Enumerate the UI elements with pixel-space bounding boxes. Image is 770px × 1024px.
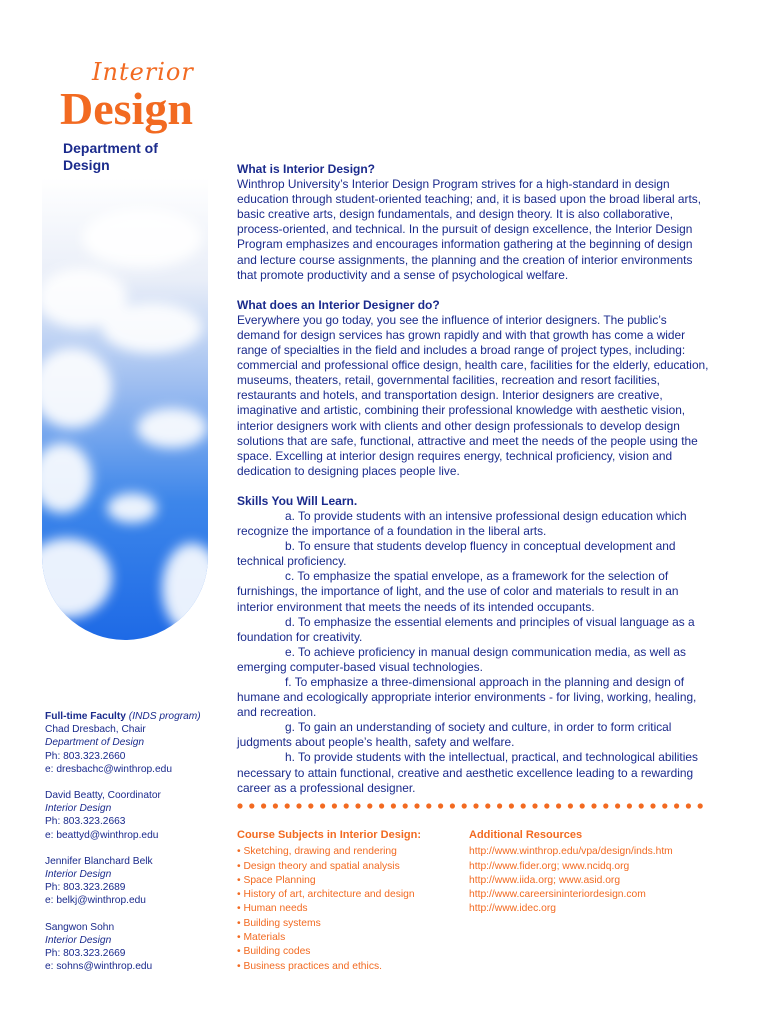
divider-dot bbox=[686, 803, 691, 808]
resource-link[interactable]: http://www.winthrop.edu/vpa/design/inds.htm bbox=[469, 846, 673, 858]
skill-item: a. To provide students with an intensive professional design education which recognize the importance of a foundation in the liberal arts. bbox=[237, 508, 687, 539]
divider-dot bbox=[391, 803, 396, 808]
resource-link[interactable]: http://www.fider.org; www.ncidq.org bbox=[469, 860, 630, 872]
divider-dot bbox=[296, 803, 301, 808]
skill-item: h. To provide students with the intellectual, practical, and technological abilities necessary to attain functional, creative and aesthetic excellence leading to a rewarding career as a professional designer. bbox=[237, 750, 698, 795]
divider-dot bbox=[532, 803, 537, 808]
divider-dot bbox=[403, 803, 408, 808]
section-heading: What is Interior Design? bbox=[237, 162, 376, 176]
skill-item: e. To achieve proficiency in manual design communication media, as well as emerging computer-based visual technologies. bbox=[237, 644, 686, 674]
faculty-heading-note: (INDS program) bbox=[128, 711, 201, 722]
courses-heading: Course Subjects in Interior Design: bbox=[237, 829, 421, 841]
divider-dot bbox=[237, 803, 242, 808]
divider-dot bbox=[414, 803, 419, 808]
divider-dot bbox=[639, 803, 644, 808]
divider-dot bbox=[261, 803, 266, 808]
skill-item: g. To gain an understanding of society and culture, in order to form critical judgments about people’s health, safety and welfare. bbox=[237, 720, 672, 750]
faculty-email[interactable]: e: beattyd@winthrop.edu bbox=[45, 829, 159, 841]
divider-dot bbox=[580, 803, 585, 808]
divider-dot bbox=[556, 803, 561, 808]
divider-dot bbox=[379, 803, 384, 808]
divider-dot bbox=[273, 803, 278, 808]
faculty-name: Chad Dresbach, Chair bbox=[45, 724, 146, 736]
faculty-name: Sangwon Sohn bbox=[45, 921, 115, 933]
divider-dot bbox=[674, 803, 679, 808]
logo-script-text: Interior bbox=[92, 58, 194, 86]
divider-dot bbox=[603, 803, 608, 808]
divider-dot bbox=[249, 803, 254, 808]
divider-dot bbox=[320, 803, 325, 808]
faculty-phone: Ph: 803.323.2660 bbox=[45, 750, 126, 762]
course-item: • Space Planning bbox=[237, 874, 316, 886]
faculty-member bbox=[45, 855, 225, 908]
course-item: • Business practices and ethics. bbox=[237, 960, 382, 972]
faculty-title: Interior Design bbox=[45, 934, 112, 946]
section-skills bbox=[237, 494, 709, 796]
faculty-member bbox=[45, 789, 225, 842]
sky-illustration bbox=[42, 178, 208, 640]
faculty-heading-block bbox=[45, 710, 225, 776]
faculty-member bbox=[45, 921, 225, 974]
resource-link[interactable]: http://www.iida.org; www.asid.org bbox=[469, 874, 621, 886]
faculty-list bbox=[45, 710, 225, 986]
skill-item: c. To emphasize the spatial envelope, as a framework for the selection of furnishings, the importance of light, and the use of color and materials to result in an interior environment that meets the needs of its intended occupants. bbox=[237, 569, 679, 614]
divider-dot bbox=[509, 803, 514, 808]
divider-dot bbox=[615, 803, 620, 808]
faculty-phone: Ph: 803.323.2689 bbox=[45, 882, 126, 894]
divider-dot bbox=[485, 803, 490, 808]
faculty-phone: Ph: 803.323.2663 bbox=[45, 816, 126, 828]
divider-dot bbox=[473, 803, 478, 808]
divider-dot bbox=[497, 803, 502, 808]
course-subjects bbox=[237, 828, 457, 974]
faculty-title: Interior Design bbox=[45, 869, 112, 881]
section-what-is bbox=[237, 162, 709, 283]
faculty-heading: Full-time Faculty bbox=[45, 711, 126, 722]
course-item: • Building systems bbox=[237, 917, 321, 929]
main-content bbox=[237, 162, 709, 796]
divider-dot bbox=[462, 803, 467, 808]
skill-item: b. To ensure that students develop fluency in conceptual development and technical proficiency. bbox=[237, 539, 676, 569]
faculty-name: Jennifer Blanchard Belk bbox=[45, 855, 153, 867]
faculty-email[interactable]: e: sohns@winthrop.edu bbox=[45, 961, 153, 973]
divider-dot bbox=[698, 803, 703, 808]
divider-dot bbox=[521, 803, 526, 808]
divider-dot bbox=[450, 803, 455, 808]
divider-dot bbox=[308, 803, 313, 808]
divider-dot bbox=[438, 803, 443, 808]
section-body: Winthrop University’s Interior Design Program strives for a high-standard in design education through student-oriented teaching; and, it is based upon the broad liberal arts, basic creative arts, design fundamentals, and design theory. It is also collaborative, process-oriented, and technical. In the pursuit of design excellence, the Interior Design Program emphasizes and encourages information gathering at the beginning of design and lecture course assignments, the planning and the creation of interior environments that promote productivity and a sense of psychological welfare. bbox=[237, 177, 702, 282]
divider-dot bbox=[662, 803, 667, 808]
logo-main-text: Design bbox=[60, 83, 193, 134]
faculty-title: Department of Design bbox=[45, 737, 145, 749]
faculty-title: Interior Design bbox=[45, 803, 112, 815]
divider-dot bbox=[627, 803, 632, 808]
divider-dot bbox=[426, 803, 431, 808]
divider-dot bbox=[544, 803, 549, 808]
courses-list bbox=[237, 845, 457, 974]
divider-dot bbox=[344, 803, 349, 808]
faculty-phone: Ph: 803.323.2669 bbox=[45, 948, 126, 960]
faculty-email[interactable]: e: dresbachc@winthrop.edu bbox=[45, 763, 173, 775]
course-item: • Design theory and spatial analysis bbox=[237, 860, 400, 872]
dotted-divider bbox=[237, 801, 707, 811]
skill-item: f. To emphasize a three-dimensional approach in the planning and design of humane and ecologically appropriate interior environments - for living, working, healing, and recreation. bbox=[237, 675, 697, 720]
section-heading: What does an Interior Designer do? bbox=[237, 297, 440, 312]
additional-resources bbox=[469, 828, 709, 917]
faculty-name: David Beatty, Coordinator bbox=[45, 790, 161, 802]
course-item: • Materials bbox=[237, 932, 286, 944]
divider-dot bbox=[355, 803, 360, 808]
divider-dot bbox=[332, 803, 337, 808]
divider-dot bbox=[568, 803, 573, 808]
divider-dot bbox=[285, 803, 290, 808]
course-item: • History of art, architecture and design bbox=[237, 889, 415, 901]
section-body: Everywhere you go today, you see the influence of interior designers. The public’s demand for design services has grown rapidly and with that growth has come a wider range of specialties in the field and includes a broad range of project types, including: commercial and professional office design, health care, facilities for the elderly, education, museums, theaters, retail, governmental facilities, recreation and resort facilities, restaurants and hotels, and transportation design. Interior designers are creative, imaginative and artistic, combining their professional knowledge with aesthetic vision, interior designers work with clients and other design professionals to develop design solutions that are safe, functional, attractive and meet the needs of the people using the space. Excelling at interior design requires energy, technical proficiency, vision and dedication to designing places people live. bbox=[237, 312, 709, 478]
sky-image bbox=[42, 178, 208, 640]
skill-item: d. To emphasize the essential elements and principles of visual language as a foundation for creativity. bbox=[237, 614, 695, 644]
resource-link[interactable]: http://www.idec.org bbox=[469, 903, 556, 915]
department-title: Department of Design bbox=[63, 140, 158, 173]
divider-dot bbox=[591, 803, 596, 808]
resources-heading: Additional Resources bbox=[469, 829, 583, 841]
divider-dot bbox=[650, 803, 655, 808]
course-item: • Human needs bbox=[237, 903, 308, 915]
divider-dot bbox=[367, 803, 372, 808]
section-heading: Skills You Will Learn. bbox=[237, 493, 358, 508]
course-item: • Building codes bbox=[237, 946, 311, 958]
resource-link[interactable]: http://www.careersininteriordesign.com bbox=[469, 889, 646, 901]
faculty-email[interactable]: e: belkj@winthrop.edu bbox=[45, 895, 146, 907]
section-what-does bbox=[237, 298, 709, 479]
course-item: • Sketching, drawing and rendering bbox=[237, 846, 397, 858]
